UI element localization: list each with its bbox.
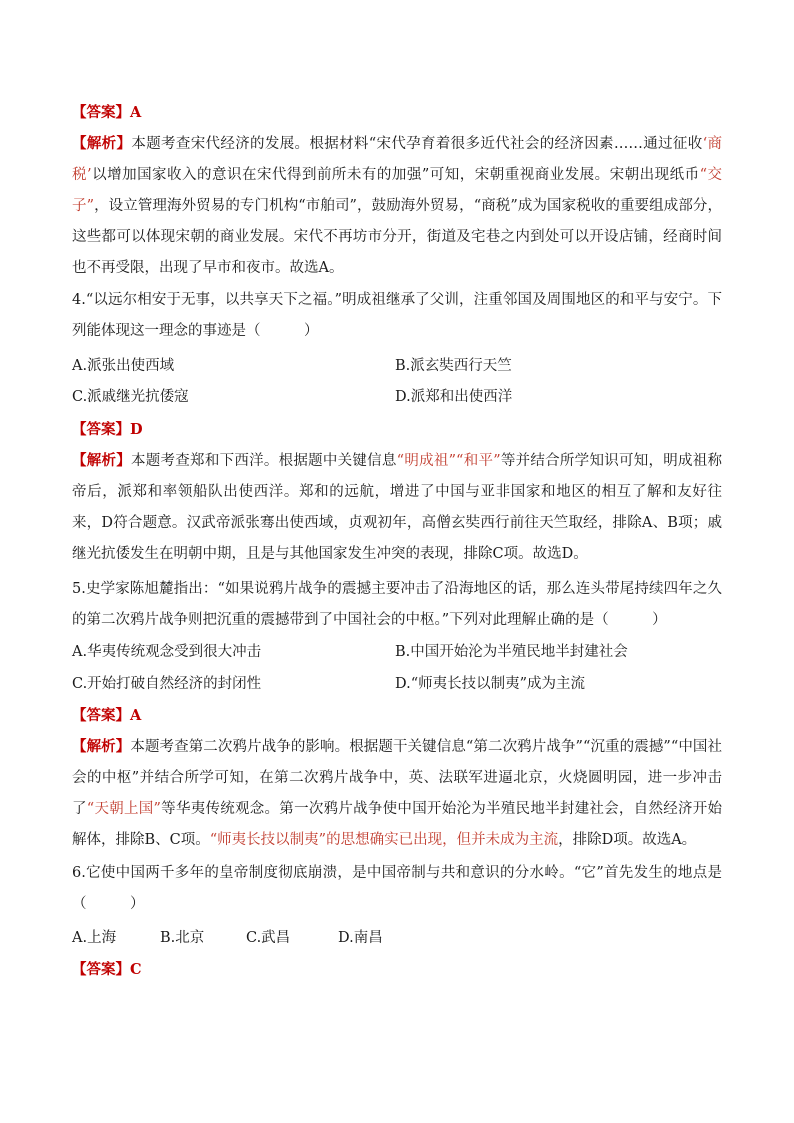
q5-option-a: A.华夷传统观念受到很大冲击 — [72, 644, 262, 660]
q4-option-d: D.派郑和出使西洋 — [395, 389, 513, 405]
answer-value: D — [130, 421, 143, 438]
q4-answer-line — [72, 414, 722, 446]
q6-option-d: D.南昌 — [338, 930, 383, 946]
answer-label: 【答案】 — [72, 421, 130, 438]
answer-label: 【答案】 — [72, 961, 130, 978]
q4-analysis — [72, 445, 722, 570]
q5-option-d: D.“师夷长技以制夷”成为主流 — [395, 676, 586, 692]
q4-option-a: A.派张出使西域 — [72, 358, 175, 374]
q6-answer-line — [72, 954, 722, 986]
q6-stem: 6.它使中国两千多年的皇帝制度彻底崩溃，是中国帝制与共和意识的分水岭。“它”首先发生的地点是（ ） — [72, 865, 722, 912]
q5-option-c: C.开始打破自然经济的封闭性 — [72, 676, 262, 692]
answer-value: A — [130, 104, 142, 121]
q5-analysis — [72, 731, 722, 856]
analysis-text: 本题考查宋代经济的发展。根据材料“宋代孕育着很多近代社会的经济因素……通过征收‘商税’以增加国家收入的意识在宋代得到前所未有的加强”可知，宋朝重视商业发展。宋朝出现纸币“交子”，设立管理海外贸易的专门机构“市舶司”，鼓励海外贸易，“商税”成为国家税收的重要组成部分，这些都可以体现宋朝的商业发展。宋代不再坊市分开，街道及宅巷之内到处可以开设店铺，经商时间也不再受限，出现了早市和夜市。故选A。 — [72, 136, 723, 276]
q6-option-c: C.武昌 — [246, 930, 291, 946]
q3-analysis — [72, 128, 722, 284]
q5-option-b: B.中国开始沦为半殖民地半封建社会 — [395, 644, 628, 660]
q3-answer-line — [72, 97, 722, 129]
q5-answer-line — [72, 700, 722, 732]
analysis-label: 【解析】 — [72, 738, 131, 755]
answer-value: C — [130, 961, 142, 978]
answer-value: A — [130, 707, 142, 724]
analysis-text: 本题考查第二次鸦片战争的影响。根据题干关键信息“第二次鸦片战争”“沉重的震撼”“中国社会的中枢”并结合所学可知，在第二次鸦片战争中，英、法联军进逼北京，火烧圆明园，进一步冲击了“天朝上国”等华夷传统观念。第一次鸦片战争使中国开始沦为半殖民地半封建社会，自然经济开始解体，排除B、C项。“师夷长技以制夷”的思想确实已出现，但并未成为主流，排除D项。故选A。 — [72, 739, 722, 848]
q4-option-c: C.派戚继光抗倭寇 — [72, 389, 189, 405]
answer-label: 【答案】 — [72, 707, 130, 724]
answer-label: 【答案】 — [72, 104, 130, 121]
q4-option-b: B.派玄奘西行天竺 — [395, 358, 512, 374]
q6-option-b: B.北京 — [160, 930, 205, 946]
q5-stem: 5.史学家陈旭麓指出：“如果说鸦片战争的震撼主要冲击了沿海地区的话，那么连头带尾持续四年之久的第二次鸦片战争则把沉重的震撼带到了中国社会的中枢。”下列对此理解止确的是（ ） — [72, 581, 722, 628]
analysis-text: 本题考查郑和下西洋。根据题中关键信息“明成祖”“和平”等并结合所学知识可知，明成祖称帝后，派郑和率领船队出使西洋。郑和的远航，增进了中国与亚非国家和地区的相互了解和友好往来，D符合题意。汉武帝派张骞出使西域，贞观初年，高僧玄奘西行前往天竺取经，排除A、B项；戚继光抗倭发生在明朝中期，且是与其他国家发生冲突的表现，排除C项。故选D。 — [72, 453, 723, 562]
analysis-label: 【解析】 — [72, 452, 132, 469]
analysis-label: 【解析】 — [72, 135, 132, 152]
q6-option-a: A.上海 — [72, 930, 117, 946]
q4-stem: 4.“以远尔相安于无事，以共享天下之福。”明成祖继承了父训，注重邻国及周围地区的和平与安宁。下列能体现这一理念的事迹是（ ） — [72, 292, 722, 339]
